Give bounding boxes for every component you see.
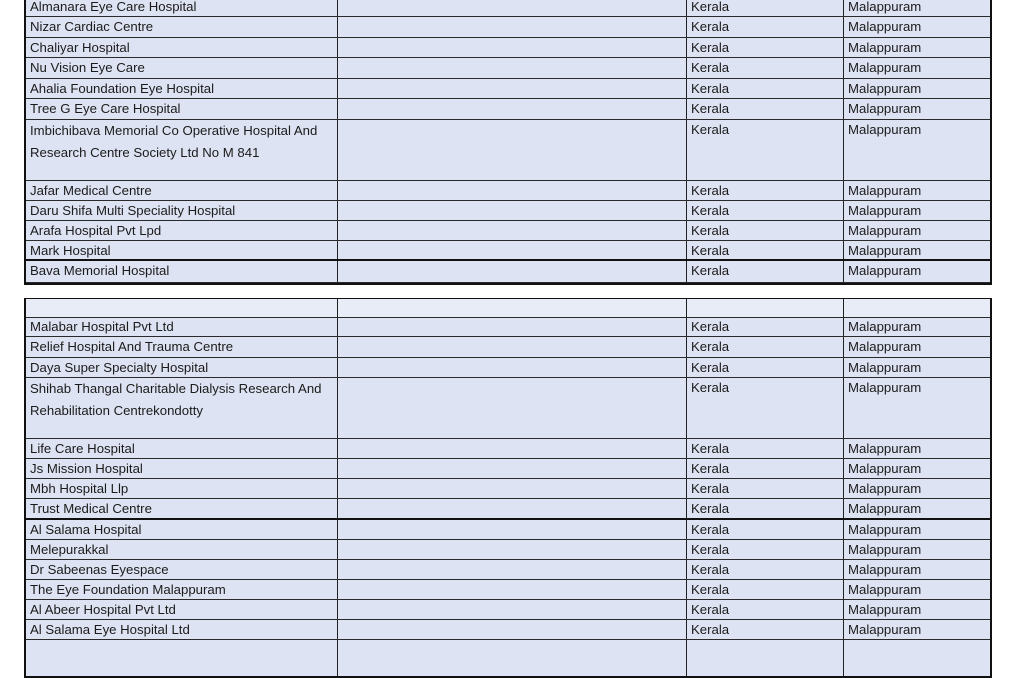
district-cell: Malappuram bbox=[848, 562, 922, 577]
district-cell: Malappuram bbox=[848, 203, 922, 218]
hospital-name-cell: Mark Hospital bbox=[30, 243, 111, 258]
district-cell: Malappuram bbox=[848, 360, 922, 375]
state-cell: Kerala bbox=[691, 461, 730, 476]
district-cell: Malappuram bbox=[848, 622, 922, 637]
hospital-name-cell: Malabar Hospital Pvt Ltd bbox=[30, 319, 174, 334]
state-cell: Kerala bbox=[691, 339, 730, 354]
hospital-name-cell: Nizar Cardiac Centre bbox=[30, 19, 154, 34]
table-row bbox=[26, 181, 990, 201]
table-row bbox=[26, 600, 990, 620]
table-row bbox=[26, 79, 990, 99]
district-cell: Malappuram bbox=[848, 319, 922, 334]
table-row bbox=[26, 580, 990, 600]
hospital-name-cell: Daru Shifa Multi Speciality Hospital bbox=[30, 203, 236, 218]
table-row bbox=[26, 337, 990, 358]
hospital-table-bottom bbox=[24, 298, 992, 678]
state-cell: Kerala bbox=[691, 441, 730, 456]
table-row bbox=[26, 221, 990, 241]
hospital-name-cell: Dr Sabeenas Eyespace bbox=[30, 562, 169, 577]
hospital-name-cell: Trust Medical Centre bbox=[30, 501, 152, 516]
hospital-name-cell: Melepurakkal bbox=[30, 542, 109, 557]
hospital-name-cell: Al Salama Hospital bbox=[30, 522, 142, 537]
state-cell: Kerala bbox=[691, 203, 730, 218]
hospital-name-cell: Ahalia Foundation Eye Hospital bbox=[30, 81, 215, 96]
district-cell: Malappuram bbox=[848, 223, 922, 238]
hospital-name-cell: Arafa Hospital Pvt Lpd bbox=[30, 223, 162, 238]
district-cell: Malappuram bbox=[848, 60, 922, 75]
table-row bbox=[26, 439, 990, 459]
state-cell: Kerala bbox=[691, 542, 730, 557]
state-cell: Kerala bbox=[691, 122, 730, 137]
hospital-name-cell: Mbh Hospital Llp bbox=[30, 481, 129, 496]
district-cell: Malappuram bbox=[848, 380, 922, 395]
state-cell: Kerala bbox=[691, 380, 730, 395]
district-cell: Malappuram bbox=[848, 461, 922, 476]
hospital-name-cell: Shihab Thangal Charitable Dialysis Research And Rehabilitation Centrekondotty bbox=[30, 381, 322, 418]
table-row bbox=[26, 120, 990, 181]
state-cell: Kerala bbox=[691, 183, 730, 198]
district-cell: Malappuram bbox=[848, 263, 922, 278]
state-cell: Kerala bbox=[691, 263, 730, 278]
table-row bbox=[26, 540, 990, 560]
state-cell: Kerala bbox=[691, 501, 730, 516]
table-row bbox=[26, 479, 990, 499]
district-cell: Malappuram bbox=[848, 481, 922, 496]
table-row bbox=[26, 99, 990, 120]
hospital-name-cell: Relief Hospital And Trauma Centre bbox=[30, 339, 234, 354]
district-cell: Malappuram bbox=[848, 122, 922, 137]
district-cell: Malappuram bbox=[848, 522, 922, 537]
hospital-name-cell: Al Salama Eye Hospital Ltd bbox=[30, 622, 190, 637]
hospital-name-cell: Jafar Medical Centre bbox=[30, 183, 152, 198]
table-row bbox=[26, 58, 990, 79]
state-cell: Kerala bbox=[691, 622, 730, 637]
state-cell: Kerala bbox=[691, 360, 730, 375]
state-cell: Kerala bbox=[691, 101, 730, 116]
table-row bbox=[26, 499, 990, 520]
state-cell: Kerala bbox=[691, 19, 730, 34]
district-cell: Malappuram bbox=[848, 582, 922, 597]
district-cell: Malappuram bbox=[848, 501, 922, 516]
hospital-name-cell: Almanara Eye Care Hospital bbox=[30, 0, 197, 14]
table-row bbox=[26, 38, 990, 58]
hospital-name-cell: Nu Vision Eye Care bbox=[30, 60, 145, 75]
state-cell: Kerala bbox=[691, 582, 730, 597]
district-cell: Malappuram bbox=[848, 602, 922, 617]
hospital-name-cell: The Eye Foundation Malappuram bbox=[30, 582, 226, 597]
page-gap bbox=[0, 286, 1024, 298]
district-cell: Malappuram bbox=[848, 339, 922, 354]
district-cell: Malappuram bbox=[848, 0, 922, 14]
table-row bbox=[26, 241, 990, 261]
district-cell: Malappuram bbox=[848, 183, 922, 198]
state-cell: Kerala bbox=[691, 319, 730, 334]
hospital-name-cell: Al Abeer Hospital Pvt Ltd bbox=[30, 602, 176, 617]
table-row bbox=[26, 261, 990, 283]
hospital-name-cell: Life Care Hospital bbox=[30, 441, 135, 456]
hospital-name-cell: Chaliyar Hospital bbox=[30, 40, 130, 55]
district-cell: Malappuram bbox=[848, 101, 922, 116]
hospital-name-cell: Bava Memorial Hospital bbox=[30, 263, 170, 278]
table-row bbox=[26, 620, 990, 640]
table-header-spacer bbox=[26, 299, 990, 318]
state-cell: Kerala bbox=[691, 0, 730, 14]
state-cell: Kerala bbox=[691, 522, 730, 537]
state-cell: Kerala bbox=[691, 562, 730, 577]
district-cell: Malappuram bbox=[848, 542, 922, 557]
table-row bbox=[26, 0, 990, 17]
table-row bbox=[26, 459, 990, 479]
hospital-name-cell: Daya Super Specialty Hospital bbox=[30, 360, 209, 375]
hospital-name-cell: Js Mission Hospital bbox=[30, 461, 143, 476]
table-row bbox=[26, 520, 990, 540]
table-row bbox=[26, 201, 990, 221]
state-cell: Kerala bbox=[691, 60, 730, 75]
district-cell: Malappuram bbox=[848, 243, 922, 258]
state-cell: Kerala bbox=[691, 40, 730, 55]
district-cell: Malappuram bbox=[848, 81, 922, 96]
hospital-name-cell: Tree G Eye Care Hospital bbox=[30, 101, 181, 116]
state-cell: Kerala bbox=[691, 81, 730, 96]
table-row bbox=[26, 378, 990, 439]
table-row bbox=[26, 358, 990, 378]
district-cell: Malappuram bbox=[848, 40, 922, 55]
hospital-table-top bbox=[24, 0, 992, 285]
table-row bbox=[26, 560, 990, 580]
state-cell: Kerala bbox=[691, 223, 730, 238]
district-cell: Malappuram bbox=[848, 441, 922, 456]
district-cell: Malappuram bbox=[848, 19, 922, 34]
state-cell: Kerala bbox=[691, 481, 730, 496]
table-row bbox=[26, 317, 990, 337]
state-cell: Kerala bbox=[691, 243, 730, 258]
hospital-name-cell: Imbichibava Memorial Co Operative Hospital And Research Centre Society Ltd No M 841 bbox=[30, 123, 318, 160]
table-row bbox=[26, 17, 990, 38]
state-cell: Kerala bbox=[691, 602, 730, 617]
